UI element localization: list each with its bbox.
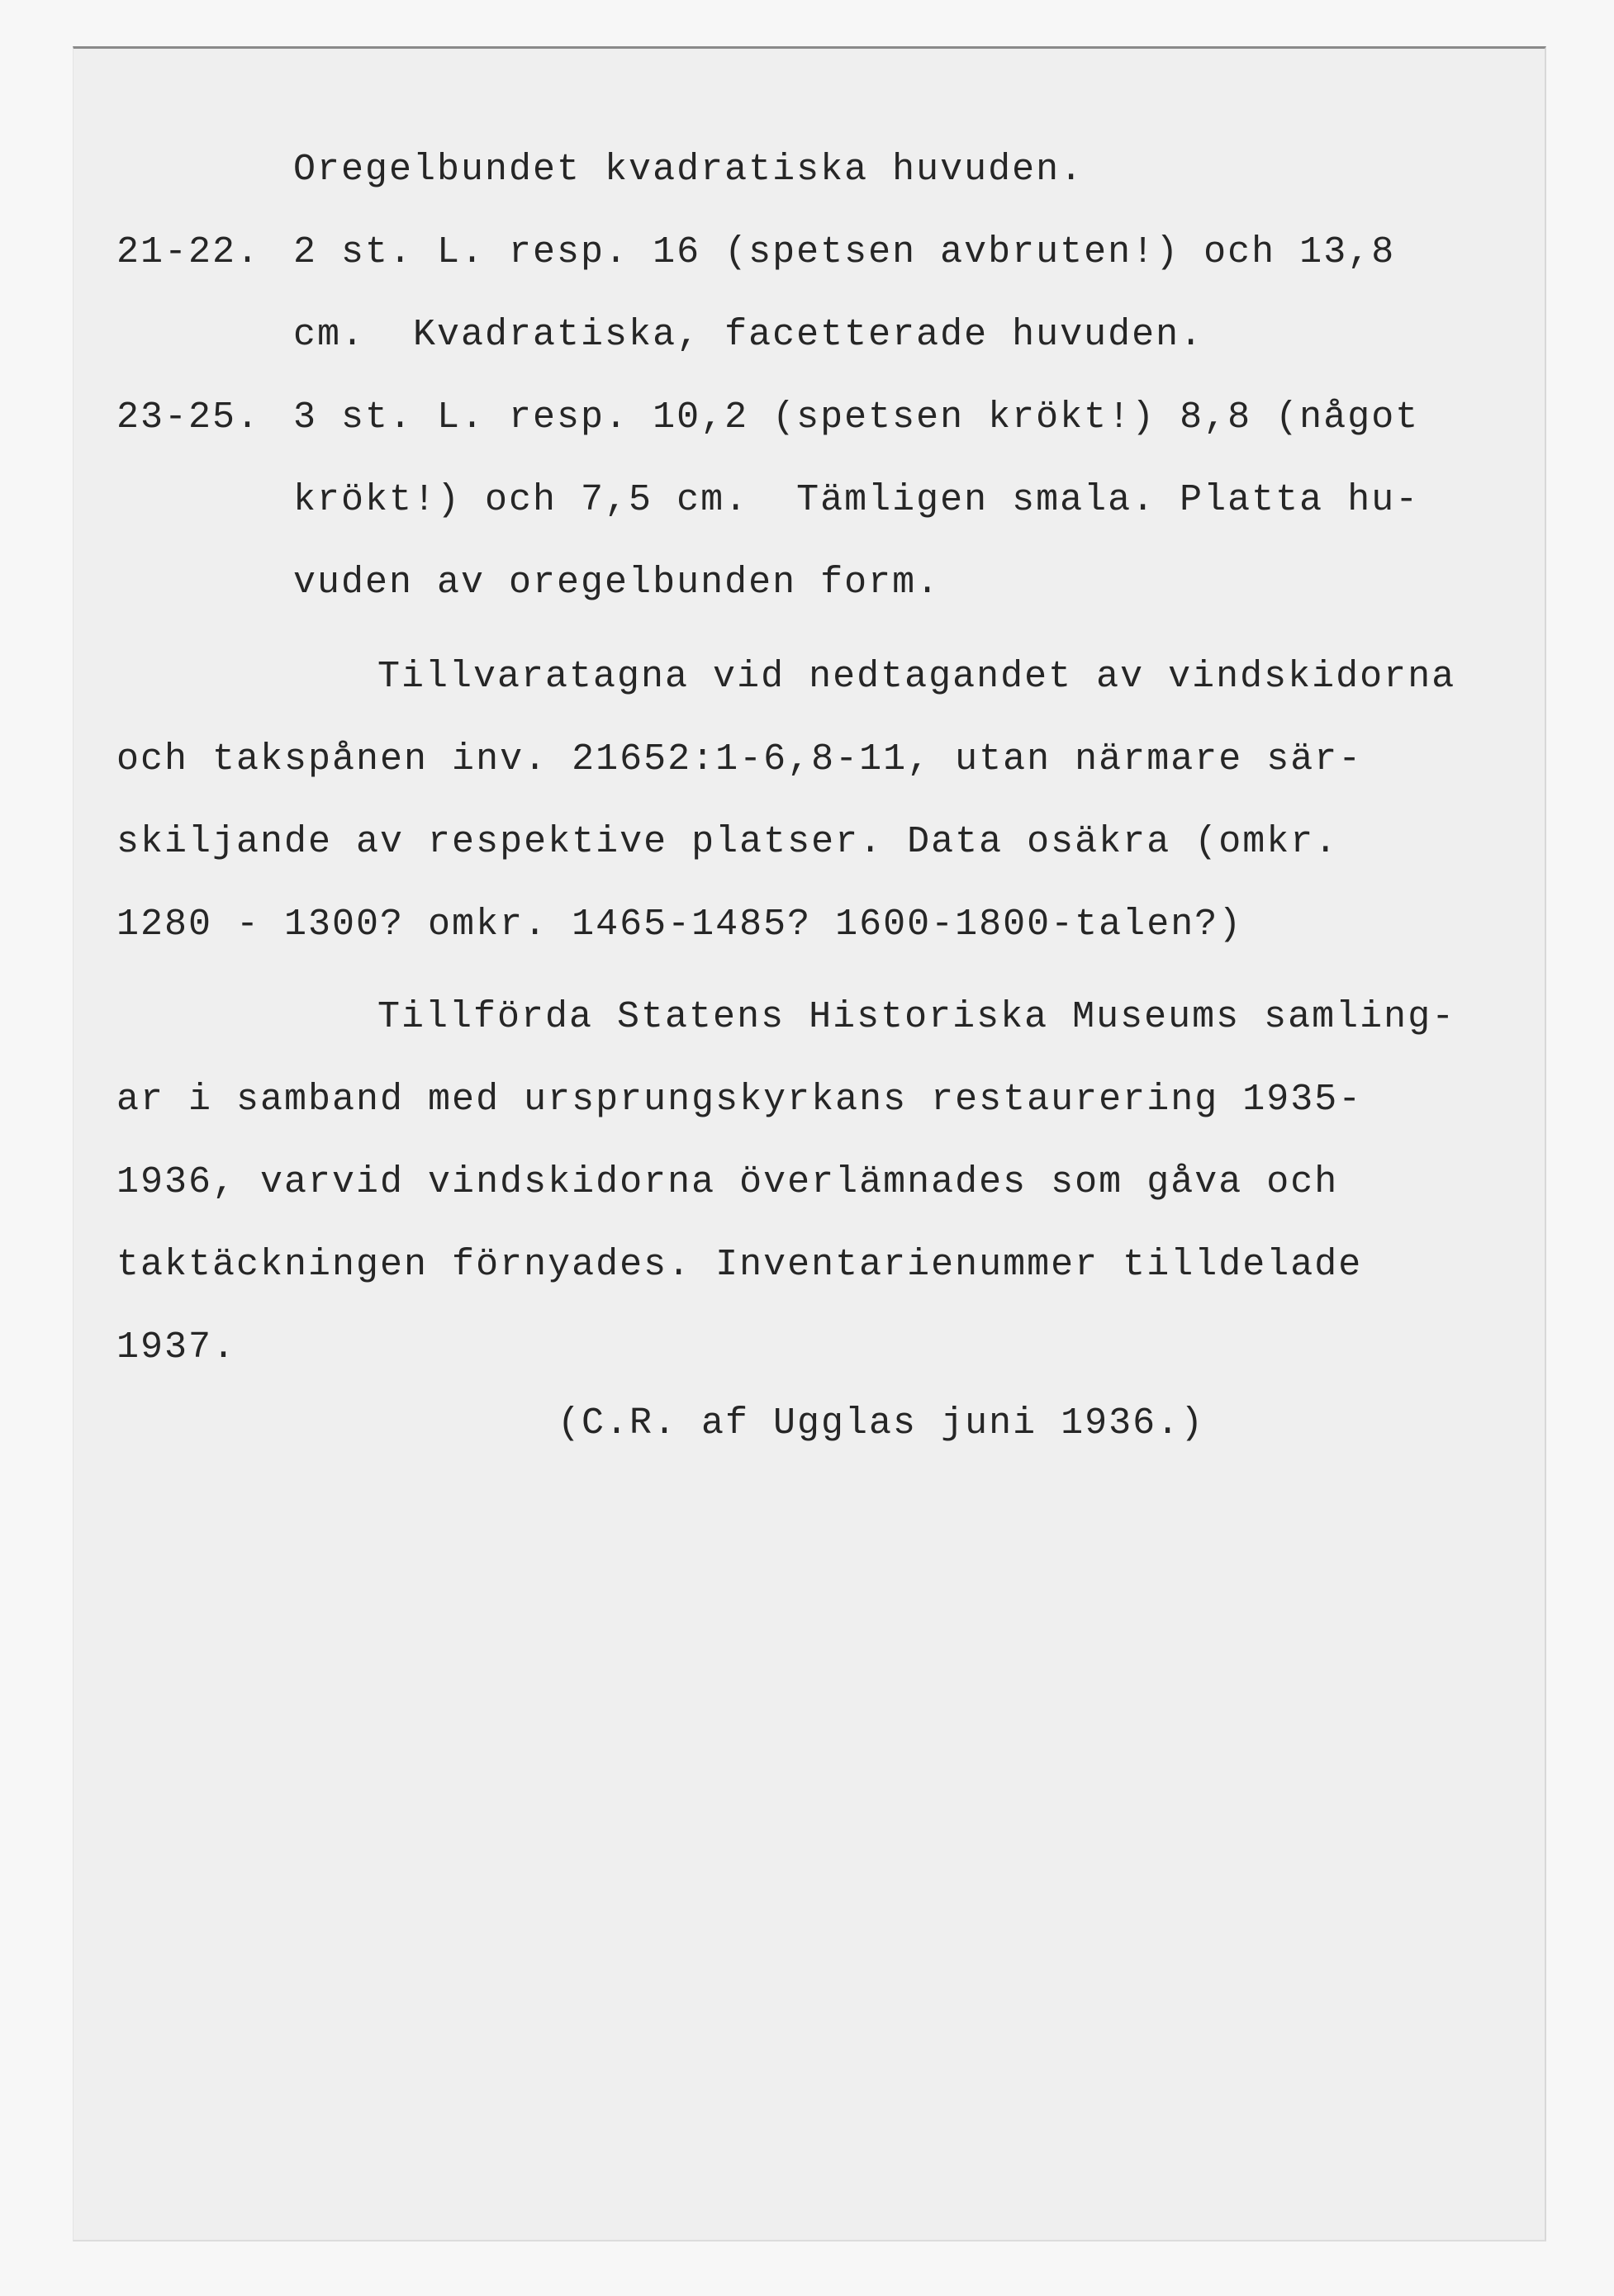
text-line-14: taktäckningen förnyades. Inventarienummer tilldelade <box>116 1244 1363 1286</box>
text-line-4: 3 st. L. resp. 10,2 (spetsen krökt!) 8,8 (något <box>293 396 1420 439</box>
text-line-3: cm. Kvadratiska, facetterade huvuden. <box>293 314 1204 356</box>
signature-line: (C.R. af Ugglas juni 1936.) <box>558 1402 1205 1444</box>
text-line-1: Oregelbundet kvadratiska huvuden. <box>293 149 1085 191</box>
text-line-10: 1280 - 1300? omkr. 1465-1485? 1600-1800-talen?) <box>116 904 1243 946</box>
text-line-12: ar i samband med ursprungskyrkans restaurering 1935- <box>116 1079 1363 1121</box>
text-line-6: vuden av oregelbunden form. <box>293 562 941 604</box>
text-line-7: Tillvaratagna vid nedtagandet av vindskidorna <box>377 656 1456 698</box>
item-number-23-25: 23-25. <box>116 396 261 439</box>
text-line-11: Tillförda Statens Historiska Museums samling- <box>377 996 1456 1038</box>
text-line-15: 1937. <box>116 1326 237 1369</box>
item-number-21-22: 21-22. <box>116 231 261 273</box>
text-line-8: och takspånen inv. 21652:1-6,8-11, utan närmare sär- <box>116 738 1363 780</box>
text-line-5: krökt!) och 7,5 cm. Tämligen smala. Platta hu- <box>293 479 1420 521</box>
text-line-13: 1936, varvid vindskidorna överlämnades som gåva och <box>116 1161 1339 1203</box>
text-line-9: skiljande av respektive platser. Data osäkra (omkr. <box>116 821 1339 863</box>
index-card <box>73 46 1546 2241</box>
text-line-2: 2 st. L. resp. 16 (spetsen avbruten!) och 13,8 <box>293 231 1396 273</box>
